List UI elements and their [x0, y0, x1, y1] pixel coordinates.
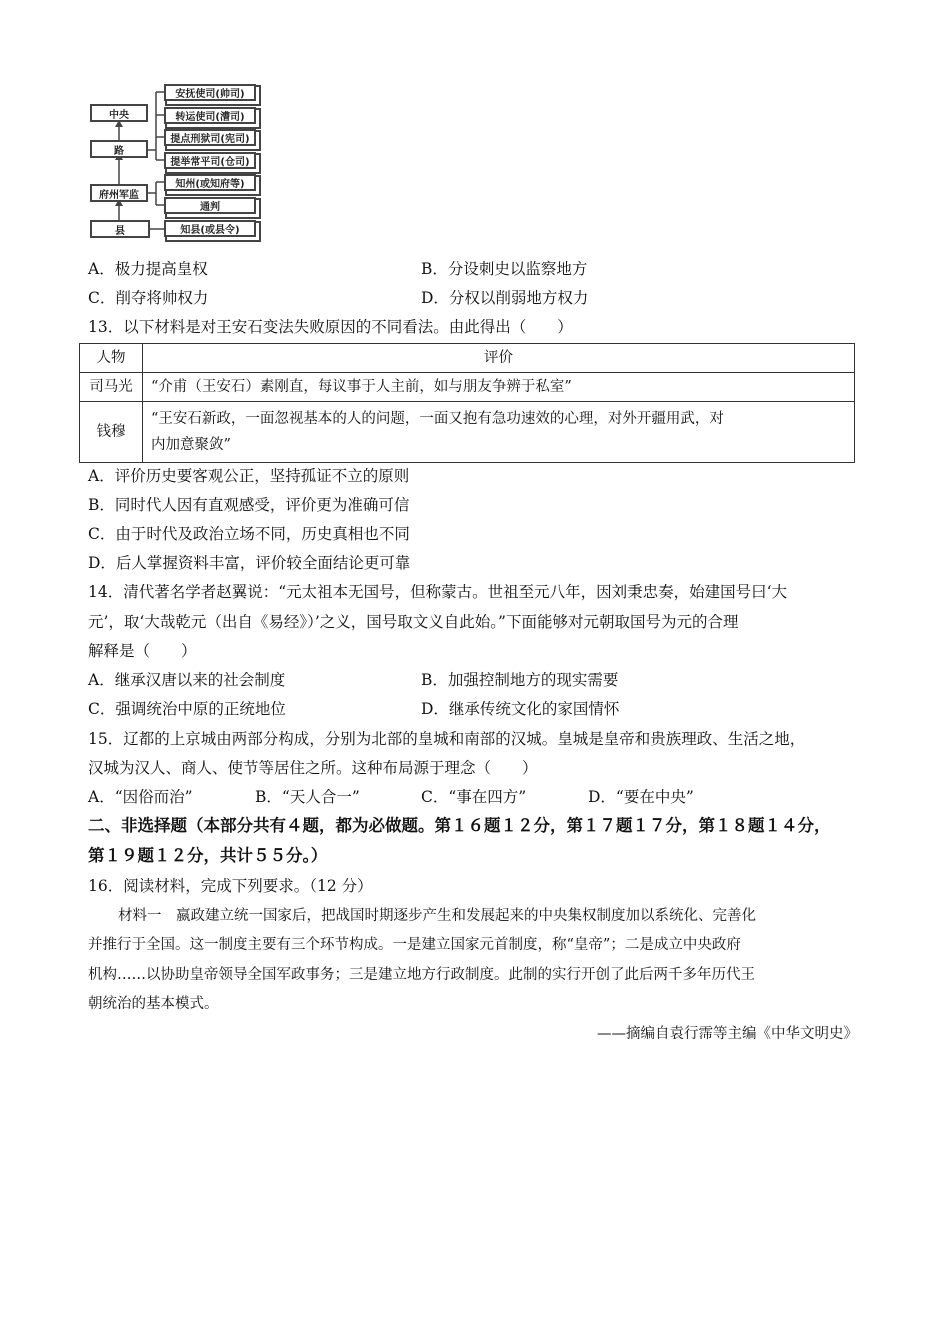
q14-option-c[interactable]: C．强调统治中原的正统地位 [88, 700, 286, 718]
q15-stem-line: 汉城为汉人、商人、使节等居住之所。这种布局源于理念（ ） [88, 759, 538, 777]
diagram-office-box: 通判 [164, 197, 256, 214]
q13-option-c[interactable]: C．由于时代及政治立场不同，历史真相也不同 [88, 525, 410, 543]
table-header-comment: 评价 [143, 344, 855, 373]
table-cell-person: 钱穆 [80, 402, 143, 463]
q14-stem-line: 解释是（ ） [88, 642, 197, 660]
table-header-person: 人物 [80, 344, 143, 373]
q12-option-b[interactable]: B．分设刺史以监察地方 [421, 260, 588, 278]
diagram-office-box: 提点刑狱司(宪司) [164, 129, 256, 146]
diagram-office-box: 转运使司(漕司) [164, 107, 256, 124]
diagram-office-box: 安抚使司(帅司) [164, 84, 256, 101]
q13-stem: 13．以下材料是对王安石变法失败原因的不同看法。由此得出（ ） [88, 318, 573, 336]
diagram-lu-box: 路 [90, 140, 148, 158]
diagram-office-box: 知县(或县令) [164, 220, 256, 237]
table-comment-line: 内加意聚敛” [151, 437, 231, 453]
q16-material-line: 材料一 嬴政建立统一国家后，把战国时期逐步产生和发展起来的中央集权制度加以系统化、完善化 [118, 908, 756, 924]
q16-material-line: 并推行于全国。这一制度主要有三个环节构成。一是建立国家元首制度，称“皇帝”；二是成立中央政府 [88, 937, 741, 953]
table-cell-comment [143, 402, 855, 463]
q16-stem: 16．阅读材料，完成下列要求。（12 分） [88, 877, 373, 895]
q13-option-d[interactable]: D．后人掌握资料丰富，评价较全面结论更可靠 [88, 554, 411, 572]
q13-option-b[interactable]: B．同时代人因有直观感受，评价更为准确可信 [88, 496, 410, 514]
q15-option-d[interactable]: D．“要在中央” [588, 788, 694, 806]
q14-option-a[interactable]: A．继承汉唐以来的社会制度 [88, 671, 286, 689]
diagram-xian-box: 县 [90, 220, 150, 238]
q15-option-c[interactable]: C．“事在四方” [421, 788, 527, 806]
q14-option-d[interactable]: D．继承传统文化的家国情怀 [421, 700, 620, 718]
q13-option-a[interactable]: A．评价历史要客观公正，坚持孤证不立的原则 [88, 467, 410, 485]
table-comment-line: “王安石新政，一面忽视基本的人的问题，一面又抱有急功速效的心理，对外开疆用武，对 [151, 411, 724, 427]
q12-option-d[interactable]: D．分权以削弱地方权力 [421, 289, 589, 307]
q12-option-a[interactable]: A．极力提高皇权 [88, 260, 208, 278]
q14-stem-line: 元’，取‘大哉乾元（出自《易经》）’之义，国号取文义自此始。”下面能够对元朝取国号为元的合理 [88, 613, 739, 631]
q14-stem-line: 14．清代著名学者赵翼说：“元太祖本无国号，但称蒙古。世祖至元八年，因刘秉忠奏，始建国号曰‘大 [88, 583, 788, 601]
section2-title-line: 第１９题１２分，共计５５分。） [88, 846, 328, 865]
q15-option-b[interactable]: B．“天人合一” [255, 788, 360, 806]
q16-material-line: 机构……以协助皇帝领导全国军政事务；三是建立地方行政制度。此制的实行开创了此后两千多年历代王 [88, 967, 755, 983]
diagram-central-box: 中央 [90, 104, 148, 122]
diagram-office-box: 知州(或知府等) [164, 174, 256, 191]
table-cell-person: 司马光 [80, 373, 143, 402]
q13-table [79, 343, 855, 463]
diagram-fuzhou-box: 府州军监 [90, 184, 148, 202]
table-cell-comment: “介甫（王安石）素刚直，每议事于人主前，如与朋友争辨于私室” [143, 373, 855, 402]
q12-option-c[interactable]: C．削夺将帅权力 [88, 289, 209, 307]
q15-stem-line: 15．辽都的上京城由两部分构成，分别为北部的皇城和南部的汉城。皇城是皇帝和贵族理政、生活之地， [88, 730, 806, 748]
q16-source: ——摘编自袁行霈等主编《中华文明史》 [597, 1026, 858, 1042]
q16-material-line: 朝统治的基本模式。 [88, 996, 219, 1012]
section2-title-line: 二、非选择题（本部分共有４题，都为必做题。第１６题１２分，第１７题１７分，第１８题１４分， [88, 816, 831, 835]
q15-option-a[interactable]: A．“因俗而治” [88, 788, 193, 806]
q14-option-b[interactable]: B．加强控制地方的现实需要 [421, 671, 619, 689]
admin-diagram [86, 80, 266, 242]
diagram-office-box: 提举常平司(仓司) [164, 152, 256, 169]
